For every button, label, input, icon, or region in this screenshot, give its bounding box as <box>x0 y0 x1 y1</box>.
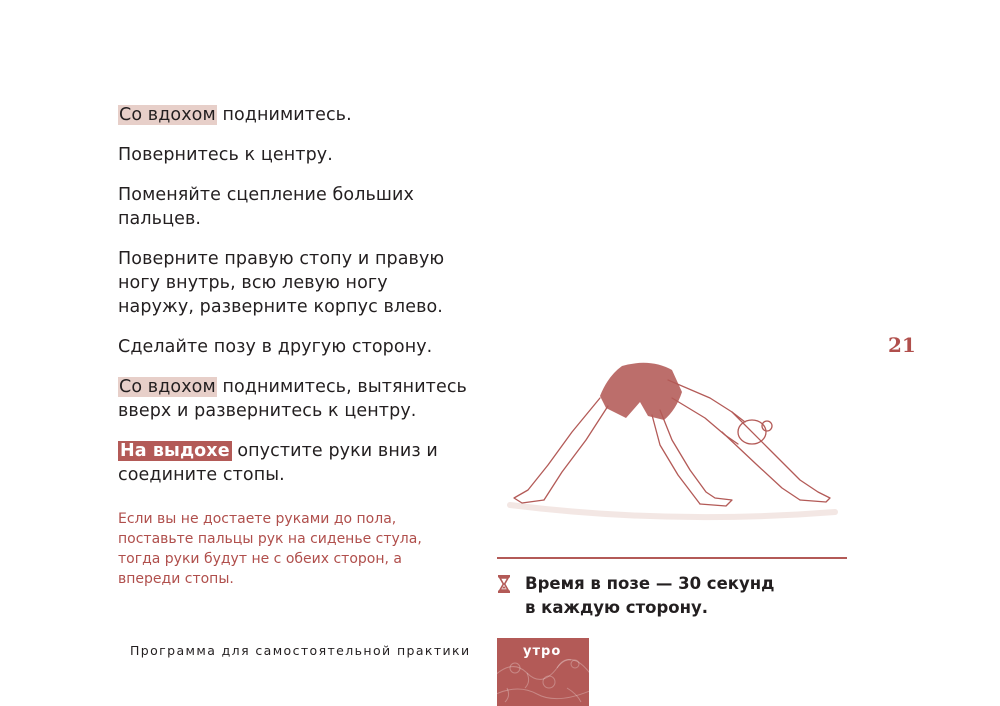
instruction-2: Повернитесь к центру. <box>118 145 333 165</box>
instruction-7: На выдохе опустите руки вниз и соедините стопы. <box>118 441 438 485</box>
hourglass-icon <box>497 575 511 593</box>
instruction-5: Сделайте позу в другую сторону. <box>118 337 433 357</box>
inhale-highlight: Со вдохом <box>119 377 216 397</box>
exhale-highlight: На выдохе <box>120 441 230 461</box>
tip-note: Если вы не достаете руками до пола, поставьте пальцы рук на сиденье стула, тогда руки будут не с обеих сторон, а впереди стопы. <box>118 511 422 587</box>
program-title: Программа для самостоятельной практики <box>130 643 471 658</box>
instruction-6: Со вдохом поднимитесь, вытянитесь вверх и развернитесь к центру. <box>118 377 467 421</box>
instruction-1: Со вдохом поднимитесь. <box>119 105 352 125</box>
pose-duration: Время в позе — 30 секунд в каждую сторону. <box>525 574 775 617</box>
instruction-4: Поверните правую стопу и правую ногу внутрь, всю левую ногу наружу, разверните корпус влево. <box>118 249 445 317</box>
inhale-highlight: Со вдохом <box>119 105 216 125</box>
instruction-list <box>118 103 468 503</box>
section-divider <box>497 557 847 559</box>
yoga-pose-illustration <box>500 340 848 540</box>
page-number: 21 <box>888 333 916 357</box>
instruction-3: Поменяйте сцепление больших пальцев. <box>118 185 414 229</box>
section-tab <box>497 638 589 706</box>
section-label: утро <box>523 644 562 659</box>
